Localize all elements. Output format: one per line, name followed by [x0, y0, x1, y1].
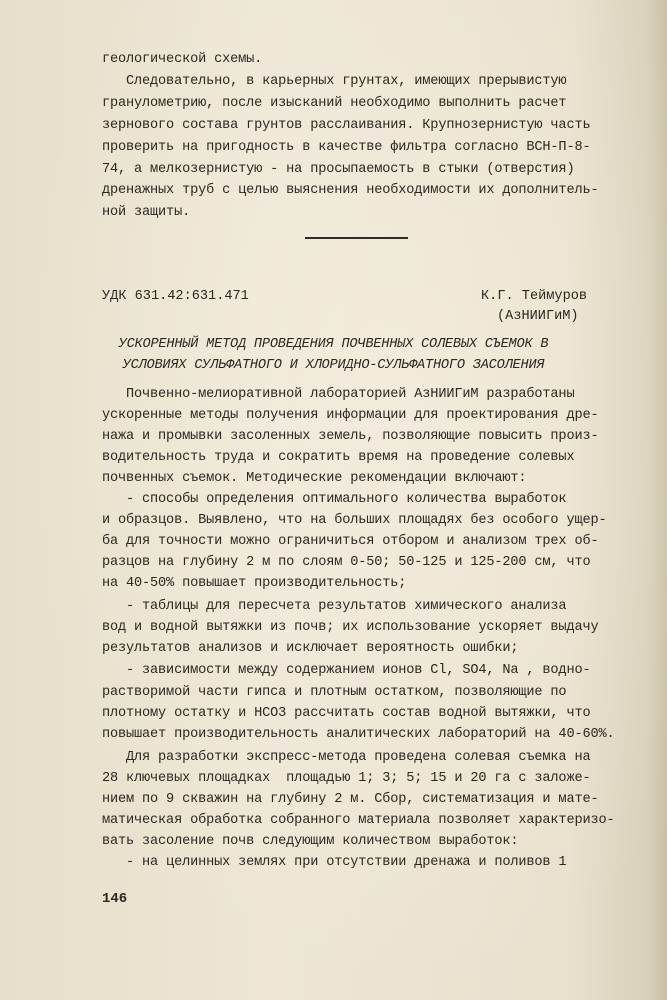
text-line: Для разработки экспресс-метода проведена солевая съемка на	[102, 750, 591, 765]
text-line: проверить на пригодность в качестве фильтра согласно ВСН-П-8-	[102, 140, 591, 155]
section-divider	[305, 237, 408, 239]
text-line: 74, а мелкозернистую - на просыпаемость в стыки (отверстия)	[102, 162, 575, 177]
text-line: гранулометрию, после изысканий необходимо выполнить расчет	[102, 96, 567, 111]
text-line: - таблицы для пересчета результатов химического анализа	[102, 599, 567, 614]
text-line: повышает производительность аналитических лабораторий на 40-60%.	[102, 727, 615, 742]
text-line: результатов анализов и исключает вероятность ошибки;	[102, 641, 519, 656]
page-number: 146	[102, 891, 128, 907]
text-line: нием по 9 скважин на глубину 2 м. Сбор, систематизация и мате-	[102, 792, 599, 807]
text-line: на 40-50% повышает производительность;	[102, 576, 407, 591]
text-line: нажа и промывки засоленных земель, позволяющие повысить произ-	[102, 429, 599, 444]
text-line: - способы определения оптимального количества выработок	[102, 492, 567, 507]
text-line: почвенных съемок. Методические рекомендации включают:	[102, 471, 527, 486]
author-affiliation: (АзНИИГиМ)	[497, 309, 579, 324]
text-line: разцов на глубину 2 м по слоям 0-50; 50-125 и 125-200 см, что	[102, 555, 591, 570]
text-line: ной защиты.	[102, 205, 191, 220]
text-line: геологической схемы.	[102, 52, 263, 67]
text-line: растворимой части гипса и плотным остатком, позволяющие по	[102, 685, 567, 700]
text-line: и образцов. Выявлено, что на больших площадях без особого ущер-	[102, 513, 607, 528]
text-line: ускоренные методы получения информации для проектирования дре-	[102, 408, 599, 423]
text-line: 28 ключевых площадках площадью 1; 3; 5; 15 и 20 га с заложе-	[102, 771, 591, 786]
article-title-line: УСКОРЕННЫЙ МЕТОД ПРОВЕДЕНИЯ ПОЧВЕННЫХ СОЛЕВЫХ СЪЕМОК В	[118, 337, 549, 352]
text-line: плотному остатку и HCO3 рассчитать состав водной вытяжки, что	[102, 706, 591, 721]
text-line: ба для точности можно ограничиться отбором и анализом трех об-	[102, 534, 599, 549]
article-title-line: УСЛОВИЯХ СУЛЬФАТНОГО И ХЛОРИДНО-СУЛЬФАТНОГО ЗАСОЛЕНИЯ	[122, 358, 545, 373]
text-line: вод и водной вытяжки из почв; их использование ускоряет выдачу	[102, 620, 599, 635]
udk-code: УДК 631.42:631.471	[102, 289, 249, 304]
text-line: Следовательно, в карьерных грунтах, имеющих прерывистую	[102, 74, 567, 89]
author-name: К.Г. Теймуров	[481, 289, 588, 304]
text-line: вать засоление почв следующим количеством выработок:	[102, 834, 519, 849]
text-line: - зависимости между содержанием ионов Cl, SO4, Na , водно-	[102, 663, 591, 678]
text-line: матическая обработка собранного материала позволяет характеризо-	[102, 813, 615, 828]
text-line: Почвенно-мелиоративной лабораторией АзНИИГиМ разработаны	[102, 387, 575, 402]
text-line: водительность труда и сократить время на проведение солевых	[102, 450, 575, 465]
text-line: дренажных труб с целью выяснения необходимости их дополнитель-	[102, 183, 599, 198]
text-line: зернового состава грунтов расслаивания. Крупнозернистую часть	[102, 118, 591, 133]
text-line: - на целинных землях при отсутствии дренажа и поливов 1	[102, 855, 567, 870]
